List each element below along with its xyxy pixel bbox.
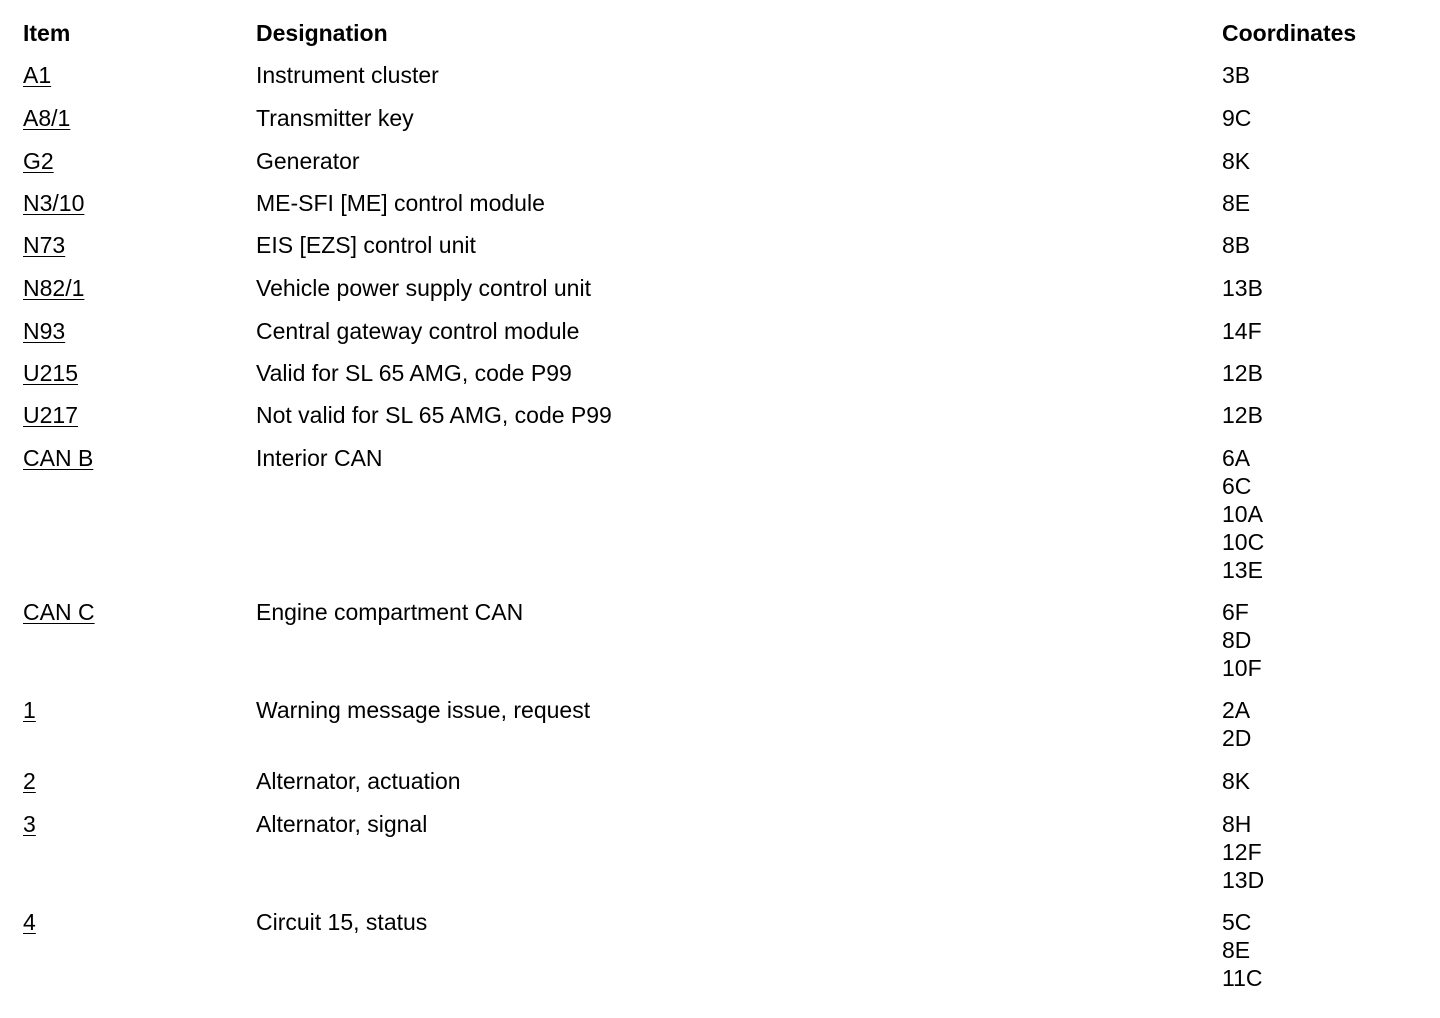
coordinate-value: 6F — [1222, 599, 1249, 625]
item-link[interactable]: G2 — [23, 148, 54, 174]
item-link[interactable]: 3 — [23, 811, 36, 837]
coordinate-value: 8B — [1222, 232, 1251, 258]
coordinates-cell — [1222, 696, 1251, 752]
header-designation: Designation — [256, 20, 388, 46]
coordinate-value: 10C — [1222, 529, 1265, 555]
designation-cell: Interior CAN — [256, 445, 383, 471]
item-link[interactable]: 1 — [23, 697, 36, 723]
item-link[interactable]: N3/10 — [23, 190, 85, 216]
coordinate-value: 8K — [1222, 148, 1251, 174]
coordinate-value: 2D — [1222, 725, 1252, 751]
coordinate-value: 9C — [1222, 105, 1252, 131]
item-link[interactable]: U217 — [23, 402, 78, 428]
coordinate-value: 6A — [1222, 445, 1251, 471]
coordinates-cell — [1222, 147, 1250, 175]
coordinates-cell — [1222, 401, 1263, 429]
coordinate-value: 8H — [1222, 811, 1252, 837]
coordinate-value: 10F — [1222, 655, 1262, 681]
coordinate-value: 10A — [1222, 501, 1263, 527]
coordinates-cell — [1222, 908, 1263, 992]
designation-cell: Generator — [256, 148, 360, 174]
designation-cell: Warning message issue, request — [256, 697, 591, 723]
designation-cell: Circuit 15, status — [256, 909, 428, 935]
coordinate-value: 5C — [1222, 909, 1252, 935]
item-link[interactable]: U215 — [23, 360, 78, 386]
designation-cell: Alternator, signal — [256, 811, 428, 837]
coordinate-value: 14F — [1222, 318, 1262, 344]
designation-cell: ME-SFI [ME] control module — [256, 190, 545, 216]
coordinates-cell — [1222, 61, 1250, 89]
coordinates-cell — [1222, 359, 1263, 387]
coordinate-value: 11C — [1222, 965, 1263, 991]
item-link[interactable]: A8/1 — [23, 105, 71, 131]
item-link[interactable]: N73 — [23, 232, 66, 258]
coordinate-value: 2A — [1222, 697, 1251, 723]
coordinate-value: 8D — [1222, 627, 1252, 653]
coordinates-cell — [1222, 317, 1262, 345]
designation-cell: Not valid for SL 65 AMG, code P99 — [256, 402, 612, 428]
coordinates-cell — [1222, 444, 1264, 584]
header-coordinates: Coordinates — [1222, 20, 1357, 46]
designation-cell: Vehicle power supply control unit — [256, 275, 591, 301]
coordinates-cell — [1222, 598, 1262, 682]
coordinate-value: 6C — [1222, 473, 1252, 499]
coordinate-value: 13E — [1222, 557, 1263, 583]
item-link[interactable]: CAN B — [23, 445, 94, 471]
header-item: Item — [23, 20, 71, 46]
designation-cell: Instrument cluster — [256, 62, 439, 88]
designation-cell: Central gateway control module — [256, 318, 580, 344]
coordinates-cell — [1222, 189, 1250, 217]
designation-cell: Alternator, actuation — [256, 768, 461, 794]
coordinate-value: 3B — [1222, 62, 1251, 88]
coordinate-value: 8K — [1222, 768, 1251, 794]
coordinate-value: 13D — [1222, 867, 1265, 893]
coordinates-cell — [1222, 274, 1263, 302]
designation-cell: Valid for SL 65 AMG, code P99 — [256, 360, 572, 386]
coordinates-cell — [1222, 231, 1250, 259]
coordinate-value: 8E — [1222, 937, 1251, 963]
item-link[interactable]: A1 — [23, 62, 52, 88]
coordinate-value: 12B — [1222, 402, 1263, 428]
coordinate-value: 12F — [1222, 839, 1262, 865]
coordinates-cell — [1222, 104, 1251, 132]
coordinates-cell — [1222, 767, 1250, 795]
designation-cell: EIS [EZS] control unit — [256, 232, 476, 258]
item-link[interactable]: CAN C — [23, 599, 95, 625]
item-link[interactable]: N93 — [23, 318, 66, 344]
designation-cell: Engine compartment CAN — [256, 599, 524, 625]
coordinate-value: 12B — [1222, 360, 1263, 386]
item-link[interactable]: 4 — [23, 909, 36, 935]
item-link[interactable]: 2 — [23, 768, 36, 794]
designation-cell: Transmitter key — [256, 105, 414, 131]
coordinates-cell — [1222, 810, 1264, 894]
coordinate-value: 8E — [1222, 190, 1251, 216]
coordinate-value: 13B — [1222, 275, 1263, 301]
item-link[interactable]: N82/1 — [23, 275, 85, 301]
